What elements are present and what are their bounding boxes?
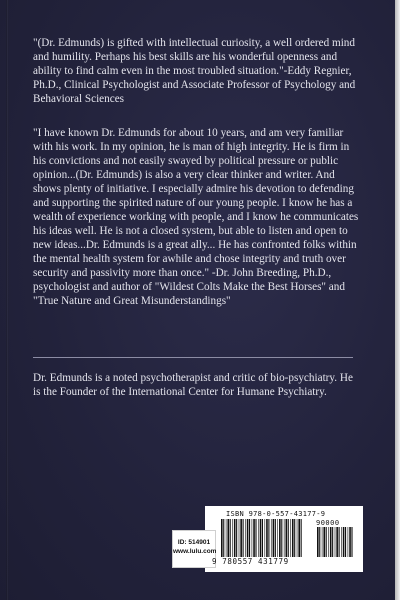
- page-edge: [395, 0, 400, 600]
- lulu-id-label: [172, 530, 216, 568]
- isbn-barcode: [220, 519, 302, 557]
- lulu-id: ID: 514901: [177, 539, 211, 546]
- blurb-quote-breeding: "I have known Dr. Edmunds for about 10 years, and am very familiar with his work. In my opinion, he is man of high integrity. He is firm in his convictions and not easily swayed by political pressure or public opinion...(Dr. Edmunds) is also a very clear thinker and writer. And shows plenty of initiative. I especially admire his devotion to defending and supporting the spirited nature of our young people. I know he has a wealth of experience working with people, and I know he communicates his ideas well. He is not a closed system, but able to listen and open to new ideas...Dr. Edmunds is a great ally... He has confronted folks within the mental health system for awhile and chose integrity and truth over security and passivity more than once." -Dr. John Breeding, Ph.D., psychologist and author of "Wildest Colts Make the Best Horses" and "True Nature and Great Misunderstandings": [33, 127, 359, 307]
- lulu-site: www.lulu.com: [173, 548, 217, 555]
- barcode-digits: 9 780557 431779: [212, 557, 289, 566]
- isbn-label: ISBN 978-0-557-43177-9: [226, 510, 326, 518]
- blurb-quote-regnier: "(Dr. Edmunds) is gifted with intellectual curiosity, a well ordered mind and humility. Perhaps his best skills are his wonderful openness and ability to find calm even in the most troubled situation."-Eddy Regnier, Ph.D., Clinical Psychologist and Associate Professor of Psychology and Behavioral Sciences: [33, 37, 356, 105]
- author-bio: Dr. Edmunds is a noted psychotherapist and critic of bio-psychiatry. He is the Founder of the International Center for Humane Psychiatry.: [33, 372, 353, 398]
- divider: [33, 357, 353, 358]
- addon-barcode: [316, 527, 354, 557]
- addon-price-code: 90000: [316, 519, 340, 527]
- spine-fold: [6, 0, 9, 600]
